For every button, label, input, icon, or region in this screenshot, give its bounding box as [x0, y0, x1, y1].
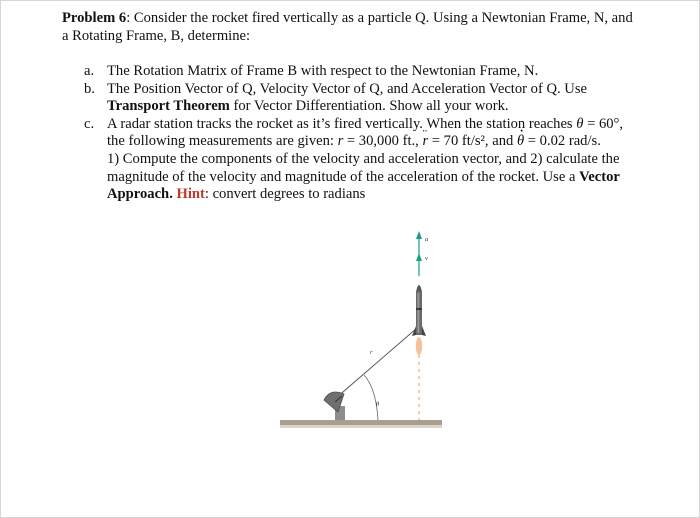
- task-item-b: [84, 81, 669, 116]
- label-v: v: [425, 255, 428, 262]
- radar-beam-line: [336, 328, 417, 398]
- problem-intro-line-2: a Rotating Frame, B, determine:: [62, 27, 251, 44]
- label-a: a: [425, 236, 429, 243]
- hint-text: : convert degrees to radians: [204, 186, 366, 203]
- velocity-arrow: [416, 253, 422, 276]
- task-c-line-3: 1) Compute the components of the velocity and acceleration vector, and 2) calculate the: [107, 150, 620, 167]
- r-equation: = 30,000 ft.,: [343, 133, 423, 150]
- r-double-dot-symbol: r ¨: [422, 133, 428, 151]
- r-symbol: r: [337, 133, 344, 150]
- ground: [280, 420, 442, 425]
- task-b-line-2-rest: for Vector Differentiation. Show all your work.: [229, 98, 509, 115]
- problem-intro-line-1: [62, 10, 662, 28]
- theta-symbol: θ: [576, 115, 584, 132]
- task-b-line-2: [107, 98, 669, 116]
- task-c-line-5: [107, 186, 669, 204]
- radar-dish-icon: [324, 392, 345, 420]
- transport-theorem-term: Transport Theorem: [107, 98, 230, 115]
- task-list: [84, 63, 669, 204]
- label-theta: θ: [376, 401, 380, 408]
- task-marker-b: b.: [84, 80, 95, 97]
- task-marker-a: a.: [84, 63, 95, 79]
- vector-term: Vector: [579, 168, 620, 185]
- task-c-line-2: [107, 133, 669, 151]
- approach-term: Approach: [107, 186, 170, 203]
- task-a-text: The Rotation Matrix of Frame B with respect to the Newtonian Frame, N.: [107, 63, 539, 79]
- problem-title: Problem 6: [62, 10, 127, 26]
- task-c-line-4-text: magnitude of the velocity and magnitude of the acceleration of the rocket. Use a: [107, 168, 580, 185]
- r-double-dot-equation: = 70 ft/s², and: [428, 133, 517, 150]
- theta-arc: [364, 375, 378, 420]
- rocket-icon: [412, 285, 426, 355]
- theta-equation: = 60°,: [583, 115, 624, 132]
- theta-dot-equation: = 0.02 rad/s.: [524, 133, 601, 150]
- problem-intro-text-1: : Consider the rocket fired vertically as a particle Q. Using a Newtonian Frame, N, and: [126, 10, 633, 26]
- hint-label: Hint: [176, 186, 205, 203]
- problem-statement: [62, 10, 662, 45]
- task-c-line-1-text: A radar station tracks the rocket as it’s fired vertically. When the station reaches: [107, 115, 577, 132]
- theta-dot-symbol: θ ·: [517, 133, 524, 151]
- ground-shadow: [280, 425, 442, 428]
- task-c-line-1: [107, 116, 669, 134]
- task-item-c: [84, 116, 669, 204]
- approach-period: .: [169, 186, 177, 203]
- task-item-a: [84, 63, 669, 81]
- task-b-line-1: The Position Vector of Q, Velocity Vector of Q, and Acceleration Vector of Q. Use: [107, 80, 587, 97]
- radar-rocket-figure: [280, 228, 450, 438]
- label-r: r: [370, 349, 373, 356]
- task-marker-c: c.: [84, 115, 95, 132]
- acceleration-arrow: [416, 231, 422, 256]
- task-c-line-2-text: the following measurements are given:: [107, 133, 338, 150]
- task-c-line-4: [107, 169, 669, 187]
